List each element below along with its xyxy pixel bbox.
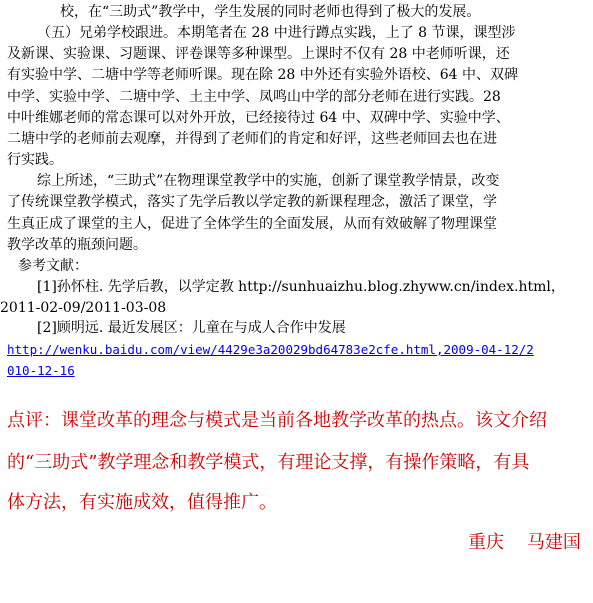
- review-comment: 点评：课堂改革的理念与模式是当前各地教学改革的热点。该文介绍: [7, 410, 547, 431]
- paragraph-text: 中学、实验中学、二塘中学、土主中学、凤鸣山中学的部分老师在进行实践。28: [7, 89, 501, 105]
- paragraph-text: 二塘中学的老师前去观摩，并得到了老师们的肯定和好评，这些老师回去也在进: [7, 131, 497, 147]
- paragraph-text: 校，在“三助式”教学中，学生发展的同时老师也得到了极大的发展。: [60, 4, 481, 20]
- paragraph-text: 及新课、实验课、习题课、评卷课等多种课型。上课时不仅有 28 中老师听课，还: [7, 46, 510, 62]
- reference-link[interactable]: 010-12-16: [7, 363, 75, 378]
- author-signature: 重庆 马建国: [468, 532, 581, 553]
- paragraph-text: 有实验中学、二塘中学等老师听课。现在除 28 中外还有实验外语校、64 中、双碑: [7, 67, 518, 83]
- reference-item: [1]孙怀柱. 先学后教，以学定教 http://sunhuaizhu.blog.zhyww.cn/index.html，: [37, 279, 565, 295]
- paragraph-text: 中叶维娜老师的常态课可以对外开放，已经接待过 64 中、双碑中学、实验中学、: [7, 110, 510, 126]
- paragraph-text: 教学改革的瓶颈问题。: [7, 237, 147, 253]
- paragraph-text: 行实践。: [7, 152, 63, 168]
- reference-item: [2]顾明远. 最近发展区：儿童在与成人合作中发展: [37, 320, 346, 336]
- paragraph-text: 生真正成了课堂的主人，促进了全体学生的全面发展，从而有效破解了物理课堂: [7, 216, 497, 232]
- paragraph-text: 综上所述，“三助式”在物理课堂教学中的实施，创新了课堂教学情景，改变: [37, 173, 500, 189]
- review-comment: 体方法，有实施成效，值得推广。: [7, 492, 277, 513]
- references-heading: 参考文献：: [18, 258, 88, 274]
- reference-link[interactable]: http://wenku.baidu.com/view/4429e3a20029bd64783e2cfe.html,2009-04-12/2: [7, 342, 534, 357]
- reference-date: 2011-02-09/2011-03-08: [0, 300, 167, 316]
- paragraph-text: （五）兄弟学校跟进。本期笔者在 28 中进行蹲点实践，上了 8 节课，课型涉: [37, 25, 516, 41]
- paragraph-text: 了传统课堂教学模式，落实了先学后教以学定教的新课程理念，激活了课堂，学: [7, 194, 497, 210]
- review-comment: 的“三助式”教学理念和教学模式，有理论支撑，有操作策略，有具: [7, 452, 530, 473]
